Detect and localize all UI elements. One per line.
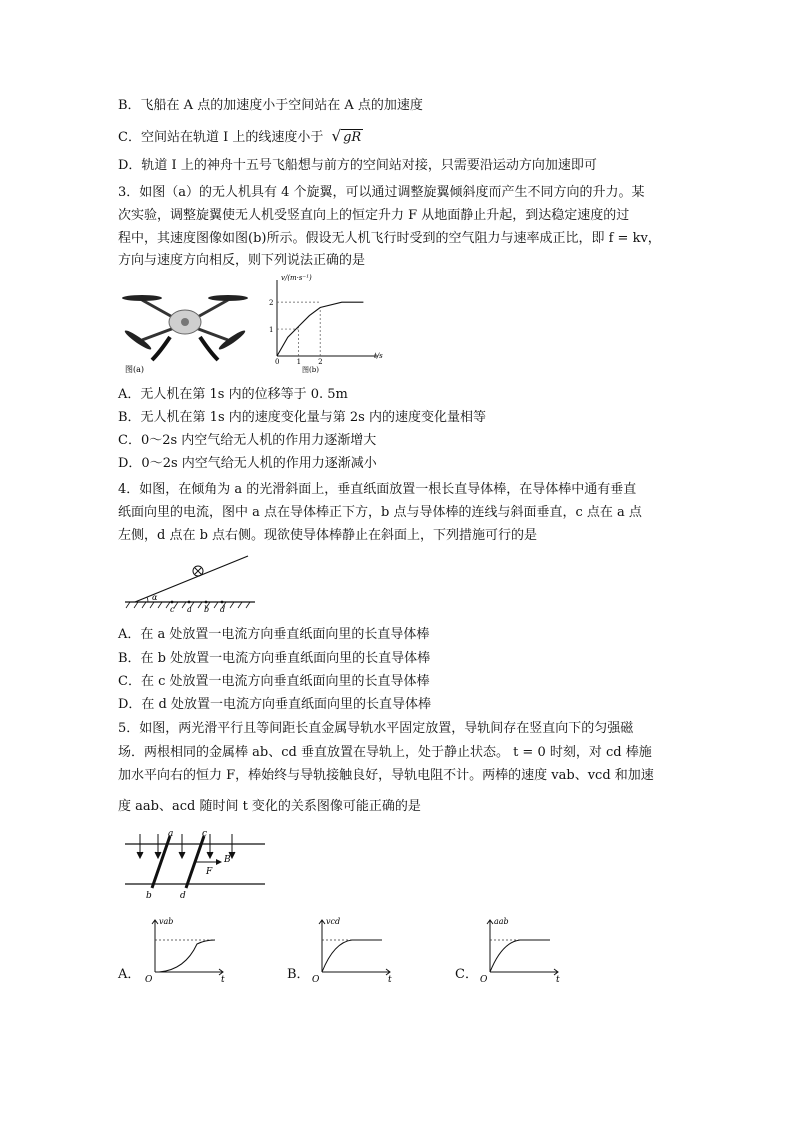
chart-axes (277, 280, 378, 356)
q5-stem-line-4: 度 aab、acd 随时间 t 变化的关系图像可能正确的是 (118, 799, 421, 814)
x-tick-1: 1 (296, 358, 302, 366)
q5-stem-line-2: 场．两根相同的金属棒 ab、cd 垂直放置在导轨上，处于静止状态。 t = 0 时刻，对 cd 棒施 (118, 745, 652, 760)
option-c-graph (480, 917, 560, 984)
q4-stem-line-2: 纸面向里的电流，图中 a 点在导体棒正下方，b 点与导体棒的连线与斜面垂直，c 点在 a 点 (118, 505, 642, 520)
q2-option-d: D．轨道 I 上的神舟十五号飞船想与前方的空间站对接，只需要沿运动方向加速即可 (118, 158, 597, 173)
q3-stem-line-1: 3．如图（a）的无人机具有 4 个旋翼，可以通过调整旋翼倾斜度而产生不同方向的升力。某 (118, 185, 645, 200)
svg-text:a: a (187, 605, 192, 614)
chart-labels (269, 274, 383, 374)
option-b-graph (312, 917, 392, 984)
rails-figure (120, 826, 270, 902)
magnetic-field-arrows (137, 834, 235, 858)
q3-stem-line-2: 次实验，调整旋翼使无人机受竖直向上的恒定升力 F 从地面静止升起，到达稳定速度的过 (118, 208, 630, 223)
svg-text:F: F (206, 867, 213, 877)
drone-figure-a (120, 282, 250, 374)
y-axis-label: vcd (326, 917, 341, 926)
svg-text:c: c (202, 829, 208, 839)
q3-option-c: C．0～2s 内空气给无人机的作用力逐渐增大 (118, 433, 377, 448)
q2-option-c (118, 127, 678, 147)
x-axis-label: t (556, 975, 560, 984)
origin-label: O (312, 975, 320, 984)
q4-stem-line-3: 左侧，d 点在 b 点右侧。现欲使导体棒静止在斜面上，下列措施可行的是 (118, 528, 538, 543)
curve (490, 940, 550, 972)
x-tick-2: 2 (318, 358, 323, 366)
fig-b-caption: 图(b) (302, 366, 319, 374)
angle-label: α (152, 593, 158, 602)
q5-stem-line-1: 5．如图，两光滑平行且等间距长直金属导轨水平固定放置，导轨间存在竖直向下的匀强磁 (118, 721, 634, 736)
q5-option-b-label: B． (287, 967, 310, 982)
point-labels (170, 605, 225, 614)
curve (322, 940, 382, 972)
y-axis-label: v/(m·s⁻¹) (281, 274, 312, 282)
y-axis-label: aab (494, 917, 509, 926)
origin-label: O (480, 975, 488, 984)
q4-option-d: D．在 d 处放置一电流方向垂直纸面向里的长直导体棒 (118, 697, 432, 712)
fig-a-caption: 图(a) (125, 365, 145, 374)
svg-text:d: d (220, 605, 226, 614)
q3-option-b: B．无人机在第 1s 内的速度变化量与第 2s 内的速度变化量相等 (118, 410, 486, 425)
q5-option-a-label: A． (118, 967, 141, 982)
svg-text:c: c (170, 605, 175, 614)
q5-option-c-label: C． (455, 967, 478, 982)
q3-option-a: A．无人机在第 1s 内的位移等于 0. 5m (118, 387, 348, 402)
q3-stem-line-3: 程中，其速度图像如图(b)所示。假设无人机飞行时受到的空气阻力与速率成正比，即 f = kv， (118, 231, 661, 246)
x-axis-label: t (388, 975, 392, 984)
incline-figure (120, 552, 260, 614)
q2-option-c-text: C．空间站在轨道 I 上的线速度小于 (118, 130, 324, 145)
x-axis-label: t (221, 975, 225, 984)
q4-option-c: C．在 c 处放置一电流方向垂直纸面向里的长直导体棒 (118, 674, 430, 689)
q4-option-b: B．在 b 处放置一电流方向垂直纸面向里的长直导体棒 (118, 651, 431, 666)
chart-guides (277, 302, 320, 356)
y-axis-label: vab (159, 917, 174, 926)
x-tick-0: 0 (275, 358, 280, 366)
q3-option-d: D．0～2s 内空气给无人机的作用力逐渐减小 (118, 456, 377, 471)
svg-text:d: d (180, 891, 186, 901)
svg-text:B: B (224, 855, 231, 865)
sqrt-expression: √ gR (331, 127, 362, 145)
q4-stem-line-1: 4．如图，在倾角为 a 的光滑斜面上，垂直纸面放置一根长直导体棒，在导体棒中通有垂直 (118, 482, 637, 497)
velocity-time-chart (255, 270, 385, 376)
q5-option-graphs (120, 904, 570, 984)
svg-text:b: b (146, 891, 152, 901)
curve (159, 940, 215, 972)
x-axis-label: t/s (374, 352, 383, 360)
option-a-graph (145, 917, 225, 984)
svg-text:a: a (168, 829, 174, 839)
y-tick-1: 1 (269, 326, 274, 335)
origin-label: O (145, 975, 153, 984)
svg-text:b: b (204, 605, 210, 614)
q4-option-a: A．在 a 处放置一电流方向垂直纸面向里的长直导体棒 (118, 627, 430, 642)
q2-option-b: B．飞船在 A 点的加速度小于空间站在 A 点的加速度 (118, 98, 423, 113)
y-tick-2: 2 (269, 299, 274, 308)
q3-stem-line-4: 方向与速度方向相反，则下列说法正确的是 (118, 253, 366, 268)
sqrt-radicand: gR (343, 130, 362, 145)
q5-stem-line-3: 加水平向右的恒力 F，棒始终与导轨接触良好，导轨电阻不计。两棒的速度 vab、vcd 和加速 (118, 768, 654, 783)
